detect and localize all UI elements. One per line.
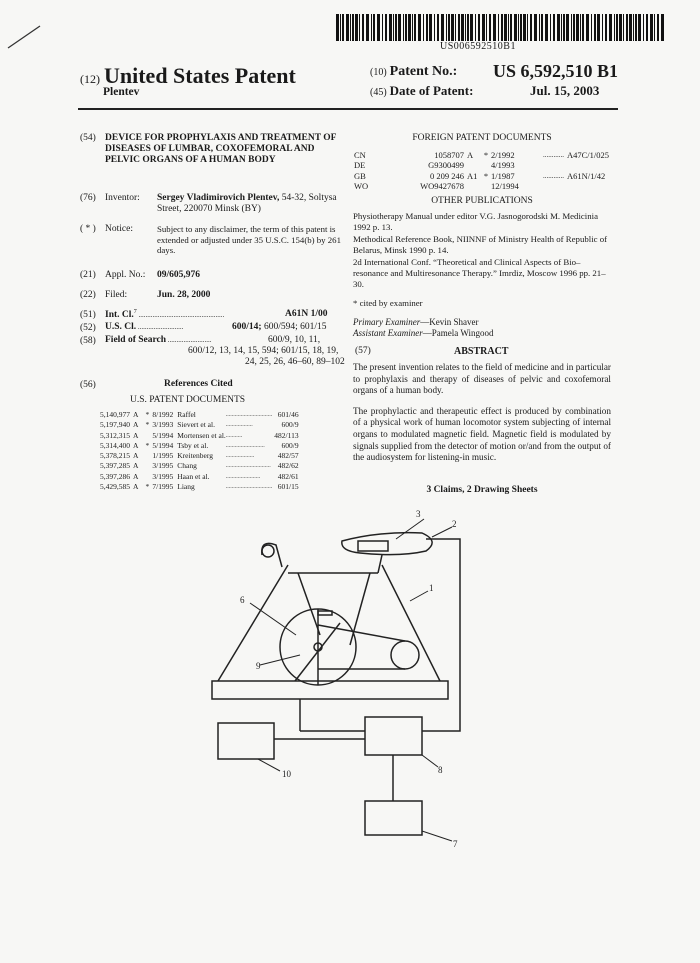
notice-label: Notice: <box>105 224 133 234</box>
barcode-bar <box>441 14 444 41</box>
uscl-label: U.S. Cl. <box>105 322 137 332</box>
barcode-bar <box>582 14 584 41</box>
barcode-bar <box>654 14 655 41</box>
leader <box>258 759 280 771</box>
barcode-number: US006592510B1 <box>440 41 516 52</box>
barcode-bar <box>371 14 372 41</box>
uscl-dots: .......................... <box>136 323 184 331</box>
abstract-title: ABSTRACT <box>454 346 509 357</box>
other-pub-item: Physiotherapy Manual under editor V.G. Jasnogorodski M. Medicinia 1992 p. 13. <box>353 211 598 232</box>
kind-title: United States Patent <box>104 63 296 88</box>
ref-number: 3 <box>416 509 421 519</box>
ref-num: 5,378,215 <box>100 451 130 461</box>
ref-date: 5/1994 <box>152 440 174 450</box>
foreign-country: GB <box>354 170 366 181</box>
abstract-code: (57) <box>355 346 371 356</box>
refs-code: (56) <box>80 380 96 390</box>
ref-cls: 482/113 <box>274 430 299 440</box>
ref-name: Liang <box>177 482 195 492</box>
leader <box>432 527 452 537</box>
cited-by-examiner: * cited by examiner <box>353 298 423 308</box>
reference-row <box>100 431 299 441</box>
us-references-table <box>100 410 299 492</box>
ref-star: * <box>145 440 150 450</box>
reference-row <box>100 451 299 461</box>
foreign-ref-row <box>354 181 609 191</box>
barcode-bar <box>403 14 404 41</box>
ref-star: * <box>145 482 150 492</box>
leader <box>422 831 452 841</box>
barcode-bar <box>616 14 618 41</box>
ref-star: * <box>145 420 150 430</box>
barcode-bar <box>580 14 581 41</box>
intcl-dots: ................................................. <box>136 311 225 320</box>
ref-cls: 482/61 <box>277 471 299 481</box>
barcode-bar <box>412 14 413 41</box>
ref-num: 5,314,400 <box>100 440 130 450</box>
notice-value: Subject to any disclaimer, the term of this patent is extended or adjusted under 35 U.S.C. 154(b) by 261 days. <box>157 224 341 256</box>
ref-kind: A <box>133 420 139 430</box>
barcode-bar <box>623 14 624 41</box>
foreign-ref-row <box>354 171 609 181</box>
barcode-bar <box>501 14 503 41</box>
barcode-bar <box>626 14 628 41</box>
header-rule <box>78 108 618 110</box>
ref-star: * <box>145 410 150 419</box>
uscl-code: (52) <box>80 323 96 333</box>
barcode-bar <box>646 14 648 41</box>
reference-row <box>100 420 299 430</box>
barcode-bar <box>563 14 565 41</box>
foreign-num: WO9427678 <box>420 180 464 191</box>
barcode-bar <box>557 14 560 41</box>
barcode-bar <box>661 14 664 41</box>
leader <box>396 519 424 539</box>
primary-examiner <box>353 317 479 328</box>
appl-label: Appl. No.: <box>105 270 146 280</box>
foreign-country: DE <box>354 160 366 171</box>
fos-row <box>105 335 212 346</box>
foreign-cls <box>564 181 609 191</box>
foreign-star: * <box>483 150 489 160</box>
wire <box>422 539 460 731</box>
refs-title: References Cited <box>164 379 233 389</box>
patent-no-code: (10) <box>370 67 387 78</box>
barcode-bar <box>545 14 548 41</box>
barcode-bar <box>340 14 341 41</box>
barcode-bar <box>426 14 428 41</box>
intcl-value: A61N 1/00 <box>285 309 328 319</box>
appl-value: 09/605,976 <box>157 270 201 280</box>
foreign-dots <box>543 181 564 191</box>
barcode-bar <box>597 14 600 41</box>
ref-star <box>142 431 152 441</box>
refs-subtitle: U.S. PATENT DOCUMENTS <box>130 395 246 405</box>
ref-name: Sievert et al. <box>177 420 215 430</box>
uscl-value-bold: 600/14; <box>232 322 262 332</box>
barcode-bar <box>467 14 469 41</box>
ref-number: 10 <box>282 769 291 779</box>
barcode-bar <box>602 14 603 41</box>
foreign-kind <box>467 181 481 191</box>
patent-drawing <box>200 505 490 865</box>
leader <box>260 655 300 665</box>
ref-num: 5,429,585 <box>100 482 130 492</box>
barcode-bar <box>638 14 641 41</box>
primary-value: —Kevin Shaver <box>420 317 479 327</box>
ref-cls: 600/9 <box>281 420 299 430</box>
seat-post <box>378 555 382 573</box>
box-8 <box>365 717 422 755</box>
barcode-bar <box>520 14 522 41</box>
other-pubs <box>353 211 611 289</box>
barcode <box>336 14 666 41</box>
ref-num: 5,312,315 <box>100 430 130 440</box>
ref-kind: A <box>133 440 139 450</box>
barcode-bar <box>478 14 480 41</box>
invention-title: DEVICE FOR PROPHYLAXIS AND TREATMENT OF DISEASES OF LUMBAR, COXOFEMORAL AND PELVIC ORGANS OF A HUMAN BODY <box>105 133 337 165</box>
barcode-bar <box>576 14 579 41</box>
barcode-bar <box>482 14 485 41</box>
barcode-bar <box>635 14 637 41</box>
barcode-bar <box>633 14 634 41</box>
fos-value-1: 600/9, 10, 11, <box>268 335 321 345</box>
ref-kind: A <box>133 430 139 440</box>
uscl-row <box>105 322 183 333</box>
barcode-bar <box>434 14 435 41</box>
barcode-bar <box>448 14 450 41</box>
frame-strut <box>298 573 320 635</box>
ref-dots: .................. <box>225 422 253 429</box>
ref-cls: 600/9 <box>281 440 299 450</box>
ref-date: 7/1995 <box>152 482 174 492</box>
barcode-bar <box>504 14 507 41</box>
foreign-date: 2/1992 <box>491 150 515 160</box>
ref-date: 3/1993 <box>152 420 174 430</box>
barcode-bar <box>470 14 473 41</box>
handle-grip <box>262 545 274 557</box>
barcode-bar <box>393 14 394 41</box>
foreign-title: FOREIGN PATENT DOCUMENTS <box>412 133 552 143</box>
ref-kind: A <box>133 482 139 492</box>
foreign-references-table <box>354 150 609 191</box>
ref-date: 3/1995 <box>152 461 174 471</box>
foreign-star <box>481 181 491 191</box>
foreign-date: 4/1993 <box>491 160 515 171</box>
barcode-bar <box>523 14 526 41</box>
reference-row <box>100 472 299 482</box>
ref-name: Kreitenberg <box>177 451 213 461</box>
ref-number: 6 <box>240 595 245 605</box>
filed-value: Jun. 28, 2000 <box>157 290 211 300</box>
ref-kind: A <box>133 471 139 481</box>
claims-summary: 3 Claims, 2 Drawing Sheets <box>426 485 538 495</box>
ref-star <box>142 461 152 471</box>
ref-name: Tsby et al. <box>177 440 209 450</box>
uscl-value <box>232 322 326 333</box>
patent-number: US 6,592,510 B1 <box>493 61 619 81</box>
reference-row <box>100 410 299 420</box>
ref-date: 3/1995 <box>152 471 174 481</box>
barcode-bar <box>423 14 424 41</box>
ref-number: 9 <box>256 661 261 671</box>
other-pub-item: Methodical Reference Book, NIINNF of Ministry Health of Republic of Belarus, Minsk 1990 p. 14. <box>353 234 608 255</box>
foreign-cls <box>564 160 609 170</box>
leader <box>422 755 438 767</box>
barcode-bar <box>571 14 572 41</box>
ref-num: 5,397,286 <box>100 471 130 481</box>
barcode-bar <box>650 14 653 41</box>
ref-star <box>142 472 152 482</box>
barcode-bar <box>346 14 349 41</box>
barcode-bar <box>539 14 540 41</box>
notice-code: ( * ) <box>80 224 96 234</box>
filed-code: (22) <box>80 290 96 300</box>
fos-value-3: 24, 25, 26, 46–60, 89–102 <box>245 357 345 367</box>
ref-num: 5,397,285 <box>100 461 130 471</box>
ref-dots: ....................... <box>225 473 261 480</box>
ref-number: 1 <box>429 583 434 593</box>
ref-name: Mortensen et al. <box>177 430 226 440</box>
assistant-label: Assistant Examiner <box>353 328 423 338</box>
barcode-bar <box>508 14 509 41</box>
barcode-bar <box>362 14 364 41</box>
reference-row <box>100 441 299 451</box>
barcode-bar <box>619 14 622 41</box>
barcode-bar <box>566 14 569 41</box>
foreign-num: G9300499 <box>428 160 464 171</box>
barcode-bar <box>451 14 454 41</box>
ref-number: 7 <box>453 839 458 849</box>
barcode-bar <box>446 14 447 41</box>
inventor-address: 54-32, Soltysa Street, 220070 Minsk (BY) <box>157 193 337 215</box>
barcode-bar <box>541 14 543 41</box>
inventor-full-name: Sergey Vladimirovich Plentev, <box>157 193 280 203</box>
barcode-bar <box>534 14 537 41</box>
foreign-dots <box>543 160 564 170</box>
ref-num: 5,140,977 <box>100 410 130 419</box>
barcode-bar <box>643 14 644 41</box>
barcode-bar <box>373 14 375 41</box>
ref-date: 1/1995 <box>152 451 174 461</box>
inventor-short: Plentev <box>103 86 140 98</box>
barcode-bar <box>629 14 632 41</box>
foreign-date: 12/1994 <box>491 180 519 191</box>
ref-name: Haan et al. <box>177 471 210 481</box>
barcode-bar <box>493 14 496 41</box>
fos-value-2: 600/12, 13, 14, 15, 594; 601/15, 18, 19, <box>188 346 339 356</box>
barcode-bar <box>605 14 607 41</box>
barcode-bar <box>514 14 517 41</box>
other-pubs-title: OTHER PUBLICATIONS <box>431 196 533 206</box>
foreign-country: WO <box>354 180 369 191</box>
barcode-bar <box>389 14 392 41</box>
barcode-bar <box>366 14 369 41</box>
barcode-bar <box>657 14 659 41</box>
foreign-date: 1/1987 <box>491 170 515 181</box>
foreign-ref-row <box>354 160 609 170</box>
ref-cls: 482/62 <box>277 461 299 471</box>
appl-code: (21) <box>80 270 96 280</box>
scan-mark <box>4 22 44 52</box>
barcode-bar <box>586 14 589 41</box>
chain <box>318 625 405 641</box>
primary-label: Primary Examiner <box>353 317 421 327</box>
ref-date: 8/1992 <box>152 410 174 419</box>
barcode-bar <box>591 14 592 41</box>
ref-dots: ............................... <box>225 484 273 491</box>
ref-cls: 601/15 <box>277 482 299 492</box>
barcode-bar <box>342 14 344 41</box>
foreign-country: CN <box>354 150 366 160</box>
patent-date-label <box>370 83 473 99</box>
barcode-bar <box>359 14 360 41</box>
foreign-kind: A <box>467 150 474 160</box>
foreign-ref-row <box>354 150 609 160</box>
barcode-bar <box>550 14 551 41</box>
barcode-bar <box>395 14 397 41</box>
foreign-star <box>481 160 491 170</box>
barcode-bar <box>437 14 439 41</box>
barcode-bar <box>385 14 387 41</box>
inventor-code: (76) <box>80 193 96 203</box>
fos-dots: ......................... <box>166 336 212 344</box>
ref-dots: ........... <box>225 432 243 439</box>
foreign-kind: A1 <box>467 170 478 181</box>
intcl-sup: 7 <box>133 309 137 315</box>
rear-wheel <box>391 641 419 669</box>
box-7 <box>365 801 422 835</box>
foreign-cls: A47C/1/025 <box>567 150 610 160</box>
reference-row <box>100 461 299 471</box>
ref-number: 8 <box>438 765 443 775</box>
barcode-bar <box>465 14 466 41</box>
inventor-label: Inventor: <box>105 193 140 203</box>
pedal <box>318 611 332 615</box>
frame-strut <box>218 565 288 681</box>
barcode-bar <box>614 14 615 41</box>
barcode-bar <box>418 14 421 41</box>
fos-label: Field of Search <box>105 335 167 345</box>
barcode-bar <box>510 14 512 41</box>
seat-inductor <box>358 541 388 551</box>
ref-cls: 482/57 <box>277 451 299 461</box>
other-pub-item: 2d International Conf. “Theoretical and Clinical Aspects of Bio–resonance and Multiresonance Therapy.” Imrdiz, Moscow 1996 pp. 21–30. <box>353 257 606 289</box>
barcode-bar <box>475 14 476 41</box>
ref-dots: ............................... <box>225 412 273 418</box>
ref-date: 5/1994 <box>152 430 174 440</box>
leader <box>410 591 428 601</box>
date-label: Date of Patent: <box>389 83 474 98</box>
ref-number: 2 <box>452 519 457 529</box>
barcode-bar <box>461 14 464 41</box>
barcode-bar <box>377 14 380 41</box>
ref-kind: A <box>133 461 139 471</box>
barcode-bar <box>350 14 351 41</box>
barcode-bar <box>489 14 491 41</box>
ref-num: 5,197,940 <box>100 420 130 430</box>
ref-star <box>142 451 152 461</box>
intcl-label: Int. Cl. <box>105 310 134 321</box>
barcode-bar <box>498 14 499 41</box>
foreign-num: 1058707 <box>434 150 464 160</box>
date-code: (45) <box>370 87 387 98</box>
leader <box>250 603 296 635</box>
barcode-bar <box>398 14 401 41</box>
ref-dots: .......................... <box>225 442 265 449</box>
barcode-bar <box>573 14 575 41</box>
barcode-bar <box>561 14 562 41</box>
abstract-paragraph: The prophylactic and therapeutic effect is produced by combination of a physical work of human locomotor system subjecting of internal organs to modulated magnetic field. Magnetic field is modulated by signals supplied from the detector of motion or/and from the output of the audiosystem for listening-in music. <box>353 405 611 463</box>
ref-kind: A <box>133 410 139 419</box>
barcode-bar <box>486 14 487 41</box>
ref-name: Chang <box>177 461 197 471</box>
reference-row <box>100 482 299 492</box>
ref-cls: 601/46 <box>277 410 299 419</box>
foreign-cls: A61N/1/42 <box>567 170 606 181</box>
barcode-bar <box>355 14 358 41</box>
foreign-num: 0 209 246 <box>430 170 464 181</box>
fos-code: (58) <box>80 336 96 346</box>
barcode-bar <box>530 14 532 41</box>
barcode-bar <box>458 14 460 41</box>
barcode-bar <box>382 14 383 41</box>
foreign-dots: ............ <box>543 171 564 180</box>
barcode-bar <box>429 14 432 41</box>
ref-name: Raffel <box>177 410 196 419</box>
foreign-dots: ............ <box>543 151 564 159</box>
barcode-bar <box>527 14 528 41</box>
abstract-paragraph: The present invention relates to the field of medicine and in particular to prophylaxis and therapy of diseases of pelvic and coxofemoral organs of a human body. <box>353 362 611 396</box>
barcode-bar <box>455 14 456 41</box>
intcl-code: (51) <box>80 310 96 320</box>
filed-label: Filed: <box>105 290 128 300</box>
ref-dots: .............................. <box>225 463 271 470</box>
barcode-bar <box>609 14 612 41</box>
inventor-value <box>157 193 342 216</box>
barcode-bar <box>408 14 411 41</box>
barcode-bar <box>553 14 555 41</box>
assistant-value: —Pamela Wingood <box>422 328 494 338</box>
barcode-bar <box>594 14 596 41</box>
barcode-bar <box>405 14 407 41</box>
barcode-bar <box>414 14 416 41</box>
barcode-bar <box>352 14 354 41</box>
box-10 <box>218 723 274 759</box>
barcode-bar <box>518 14 519 41</box>
ref-kind: A <box>133 451 139 461</box>
abstract-body <box>353 362 611 473</box>
title-code: (54) <box>80 133 96 143</box>
foreign-kind <box>467 160 481 170</box>
foreign-star: * <box>483 170 489 181</box>
assistant-examiner <box>353 328 493 339</box>
kind-code: (12) <box>80 72 100 86</box>
patent-no-label: Patent No.: <box>389 64 458 79</box>
ref-dots: ................... <box>225 453 255 460</box>
patent-date: Jul. 15, 2003 <box>530 83 600 98</box>
uscl-value-rest: 600/594; 601/15 <box>261 322 327 332</box>
barcode-bar <box>336 14 339 41</box>
